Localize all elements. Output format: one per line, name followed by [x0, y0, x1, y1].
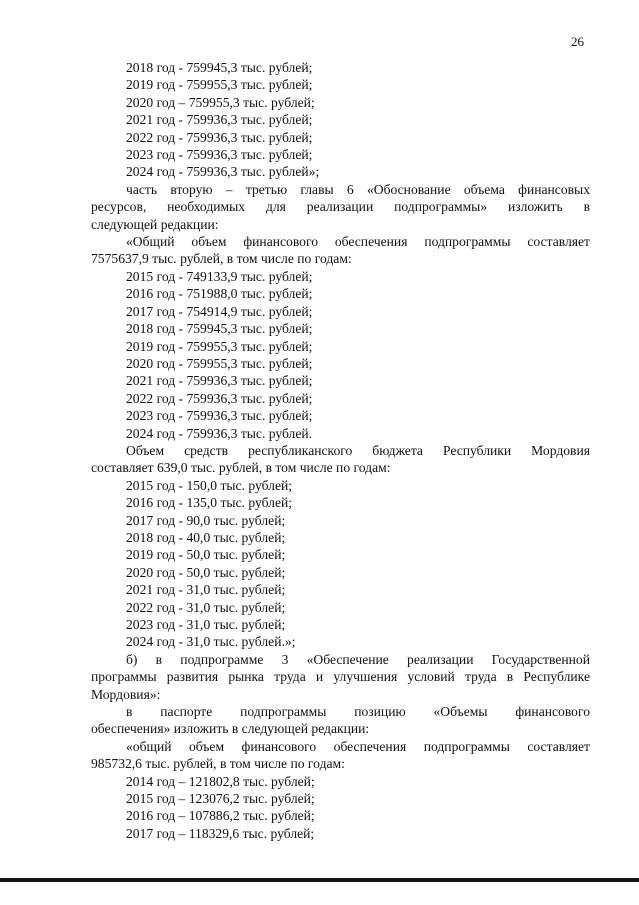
text-line: 2017 год - 90,0 тыс. рублей;: [126, 512, 286, 528]
text-line: 2024 год - 31,0 тыс. рублей.»;: [126, 634, 296, 650]
text-line: 2022 год - 759936,3 тыс. рублей;: [126, 129, 313, 145]
document-body: [91, 59, 590, 842]
text-line: б) в подпрограмме 3 «Обеспечение реализации Государственной: [126, 651, 590, 667]
text-line: программы развития рынка труда и улучшения условий труда в Республике: [91, 669, 590, 685]
text-line: 2019 год - 759955,3 тыс. рублей;: [126, 77, 313, 93]
text-line: 2024 год - 759936,3 тыс. рублей»;: [126, 164, 320, 180]
text-line: следующей редакции:: [91, 216, 219, 232]
text-line: 2022 год - 31,0 тыс. рублей;: [126, 599, 286, 615]
text-line: 2015 год - 150,0 тыс. рублей;: [126, 477, 293, 493]
text-line: 2018 год - 759945,3 тыс. рублей;: [126, 321, 313, 337]
text-line: 2017 год – 118329,6 тыс. рублей;: [126, 825, 315, 841]
page-number: 26: [571, 34, 584, 49]
text-line: Объем средств республиканского бюджета Республики Мордовия: [126, 442, 590, 458]
text-line: 2019 год - 759955,3 тыс. рублей;: [126, 338, 313, 354]
text-line: 2018 год - 759945,3 тыс. рублей;: [126, 60, 313, 75]
text-line: 2024 год - 759936,3 тыс. рублей.: [126, 425, 313, 441]
text-line: 2016 год - 135,0 тыс. рублей;: [126, 495, 293, 511]
text-line: 2018 год - 40,0 тыс. рублей;: [126, 529, 286, 545]
text-line: 2016 год - 751988,0 тыс. рублей;: [126, 286, 313, 302]
text-line: часть вторую – третью главы 6 «Обоснование объема финансовых: [126, 181, 590, 197]
text-line: 2021 год - 31,0 тыс. рублей;: [126, 582, 286, 598]
text-line: в паспорте подпрограммы позицию «Объемы финансового: [126, 704, 590, 720]
text-line: 2015 год – 123076,2 тыс. рублей;: [126, 791, 315, 807]
text-line: 2017 год - 754914,9 тыс. рублей;: [126, 303, 313, 319]
text-line: 2022 год - 759936,3 тыс. рублей;: [126, 390, 313, 406]
text-line: 2015 год - 749133,9 тыс. рублей;: [126, 268, 313, 284]
text-line: 7575637,9 тыс. рублей, в том числе по годам:: [91, 251, 352, 267]
text-line: обеспечения» изложить в следующей редакции:: [91, 721, 370, 737]
text-line: Мордовия»:: [91, 686, 161, 702]
text-line: «Общий объем финансового обеспечения подпрограммы составляет: [126, 234, 590, 250]
text-line: 2014 год – 121802,8 тыс. рублей;: [126, 773, 315, 789]
text-line: 2023 год - 759936,3 тыс. рублей;: [126, 147, 313, 163]
text-line: ресурсов, необходимых для реализации подпрограммы» изложить в: [91, 199, 590, 215]
text-line: «общий объем финансового обеспечения подпрограммы составляет: [126, 738, 590, 754]
text-line: 2023 год - 759936,3 тыс. рублей;: [126, 408, 313, 424]
text-line: 2021 год - 759936,3 тыс. рублей;: [126, 112, 313, 128]
text-line: 2023 год - 31,0 тыс. рублей;: [126, 617, 286, 632]
text-line: 2020 год - 759955,3 тыс. рублей;: [126, 355, 313, 371]
text-line: 2020 год - 50,0 тыс. рублей;: [126, 564, 286, 580]
text-line: 2021 год - 759936,3 тыс. рублей;: [126, 373, 313, 389]
text-line: 2020 год – 759955,3 тыс. рублей;: [126, 94, 315, 110]
text-line: составляет 639,0 тыс. рублей, в том числе по годам:: [91, 460, 391, 476]
text-line: 2019 год - 50,0 тыс. рублей;: [126, 547, 286, 563]
text-line: 985732,6 тыс. рублей, в том числе по годам:: [91, 756, 345, 772]
bottom-border-line: [0, 878, 639, 882]
text-line: 2016 год – 107886,2 тыс. рублей;: [126, 808, 315, 824]
